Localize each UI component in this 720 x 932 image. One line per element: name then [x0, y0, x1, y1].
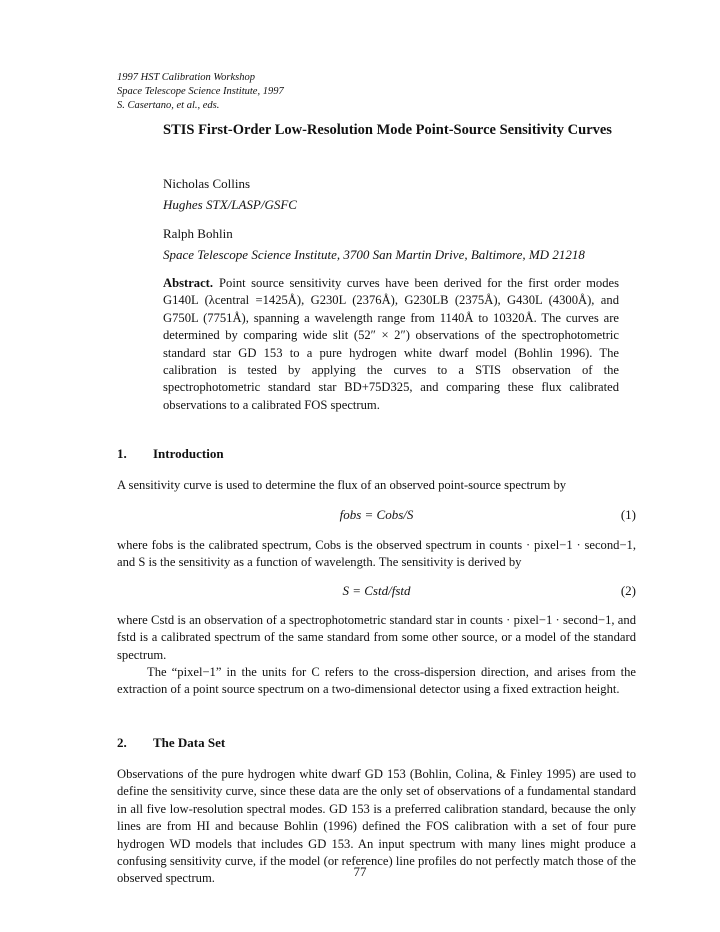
intro-paragraph-1: A sensitivity curve is used to determine the flux of an observed point-source spectrum by [117, 478, 567, 492]
equation-1-expression: fobs = Cobs/S [339, 507, 414, 522]
equation-1 [117, 507, 636, 525]
intro-paragraph-3: where Cstd is an observation of a spectrophotometric standard star in counts · pixel−1 · second−1, and fstd is a calibrated spectrum of the same standard from some other source, or a model of the standard spectrum. [117, 613, 636, 662]
intro-paragraph-4: The “pixel−1” in the units for C refers to the cross-dispersion direction, and arises from the extraction of a point source spectrum on a two-dimensional detector using a fixed extraction height. [117, 665, 636, 697]
section-heading-data-set [117, 735, 225, 751]
equation-2-number: (2) [620, 583, 636, 598]
abstract-label: Abstract. [163, 276, 214, 290]
abstract [163, 275, 619, 414]
author-affiliation-1: Hughes STX/LASP/GSFC [163, 197, 297, 212]
author-affiliation-2: Space Telescope Science Institute, 3700 San Martin Drive, Baltimore, MD 21218 [163, 247, 585, 262]
author-name-1: Nicholas Collins [163, 176, 251, 191]
page-number: 77 [353, 864, 367, 879]
section-number: 1. [117, 446, 127, 461]
section-heading-introduction [117, 446, 224, 462]
equation-2 [117, 583, 636, 601]
author-name-2: Ralph Bohlin [163, 226, 233, 241]
equation-1-number: (1) [620, 507, 636, 522]
dataset-paragraph-1: Observations of the pure hydrogen white dwarf GD 153 (Bohlin, Colina, & Finley 1995) are used to define the sensitivity curve, since these data are the only set of observations of a fundamental standard in all five low-resolution spectral modes. GD 153 is a preferred calibration standard, because the only lines are from HI and because Bohlin (1996) defined the FOS calibration with a set of four pure hydrogen WD models that includes GD 153. An input spectrum with many lines might produce a confusing sensitivity curve, if the model (or reference) line profiles do not perfectly match those of the observed spectrum. [117, 767, 636, 886]
intro-paragraph-2: where fobs is the calibrated spectrum, Cobs is the observed spectrum in counts · pixel−1 · second−1, and S is the sensitivity as a function of wavelength. The sensitivity is derived by [117, 538, 636, 570]
equation-2-expression: S = Cstd/fstd [342, 583, 411, 598]
section-title: The Data Set [153, 735, 226, 750]
section-title: Introduction [153, 446, 224, 461]
section-number: 2. [117, 735, 127, 750]
header-line-workshop: 1997 HST Calibration Workshop [117, 72, 255, 83]
proceedings-header [117, 71, 284, 113]
abstract-text: Point source sensitivity curves have been derived for the first order modes G140L (λcentral =1425Å), G230L (2376Å), G230LB (2375Å), G430L (4300Å), and G750L (7751Å), spanning a wavelength range from 1140Å to 10320Å. The curves are determined by comparing wide slit (52″ × 2″) observations of the spectrophotometric standard star GD 153 to a pure hydrogen white dwarf model (Bohlin 1996). The calibration is tested by applying the curves to a STIS observation of the spectrophotometric standard star BD+75D325, and comparing these flux calibrated observations to a calibrated FOS spectrum. [163, 276, 619, 412]
paper-title: STIS First-Order Low-Resolution Mode Point-Source Sensitivity Curves [163, 122, 612, 138]
header-line-institute: Space Telescope Science Institute, 1997 [117, 86, 284, 97]
header-line-editors: S. Casertano, et al., eds. [117, 100, 220, 111]
